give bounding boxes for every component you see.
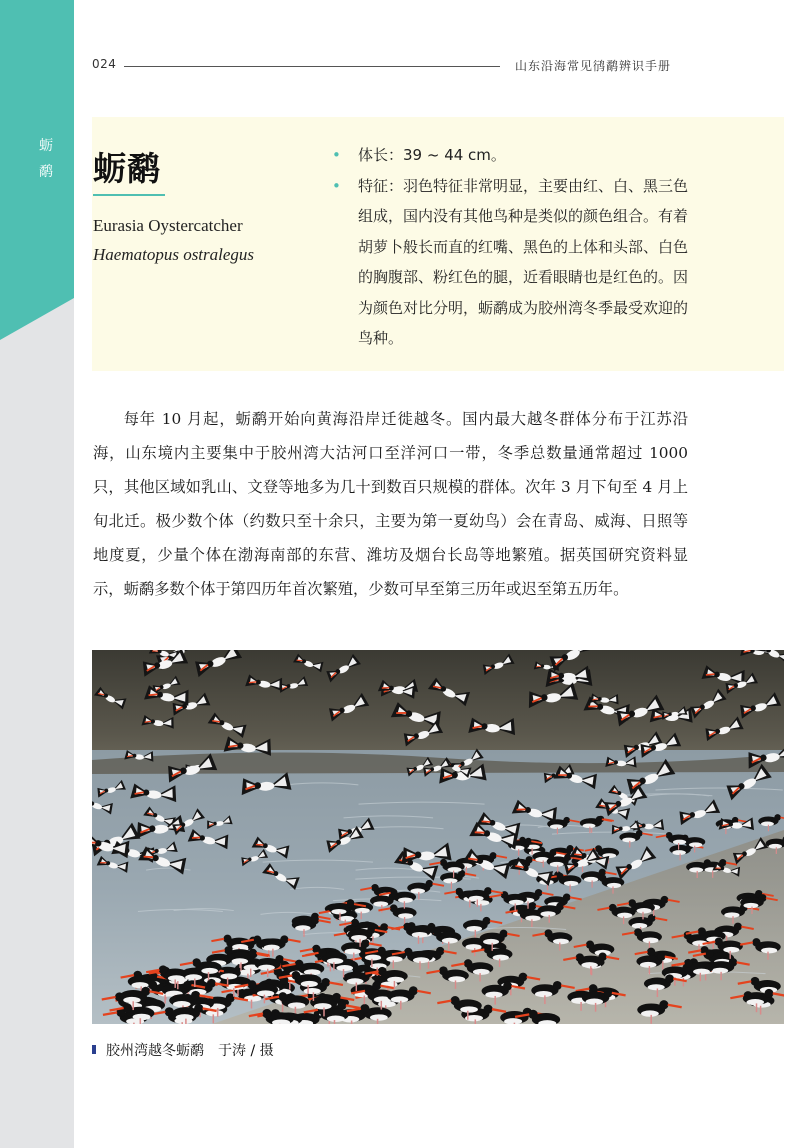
photo-caption [92, 1040, 274, 1060]
title-underline [93, 194, 165, 196]
bullet-dot-icon: • [332, 146, 341, 164]
photo-illustration [92, 650, 784, 1024]
species-chinese-name: 蛎鹬 [93, 149, 161, 188]
side-band [0, 0, 74, 1148]
fact-text: 特征：羽色特征非常明显，主要由红、白、黑三色组成，国内没有其他鸟种是类似的颜色组合。有着胡萝卜般长而直的红嘴、黑色的上体和头部、白色的胸腹部、粉红色的腿，近看眼睛也是红色的。因为颜色对比分明，蛎鹬成为胶州湾冬季最受欢迎的鸟种。 [358, 176, 689, 347]
fact-features [332, 171, 692, 354]
body-paragraph: 每年 10 月起，蛎鹬开始向黄海沿岸迁徙越冬。国内最大越冬群体分布于江苏沿海，山东境内主要集中于胶州湾大沽河口至洋河口一带，冬季总数量通常超过 1000 只，其他区域如乳山、文登等地多为几十到数百只规模的群体。次年 3 月下旬至 4 月上旬北迁。极少数个体（约数只至十余只，主要为第一夏幼鸟）会在青岛、威海、日照等地度夏，少量个体在渤海南部的东营、潍坊及烟台长岛等地繁殖。据英国研究资料显示，蛎鹬多数个体于第四历年首次繁殖，少数可早至第三历年或迟至第五历年。 [93, 410, 688, 598]
species-english-name: Eurasia Oystercatcher [93, 216, 243, 235]
caption-title: 胶州湾越冬蛎鹬 [106, 1043, 204, 1059]
running-title: 山东沿海常见鸻鹬辨识手册 [515, 59, 672, 73]
oystercatcher-flock-photo [92, 650, 784, 1024]
page-number: 024 [92, 57, 117, 71]
fact-text: 体长：39 ~ 44 cm。 [358, 146, 506, 164]
side-tab-char-2: 鹬 [39, 164, 53, 180]
side-tab-label [36, 133, 56, 185]
side-tab-char-1: 蛎 [39, 138, 53, 154]
species-latin-name: Haematopus ostralegus [93, 245, 255, 264]
header-divider [124, 66, 500, 67]
photo-credit: 于涛 / 摄 [218, 1043, 274, 1059]
bullet-dot-icon: • [332, 176, 341, 195]
caption-marker [92, 1045, 96, 1054]
species-facts-list [332, 140, 692, 354]
fact-body-length [332, 140, 692, 171]
